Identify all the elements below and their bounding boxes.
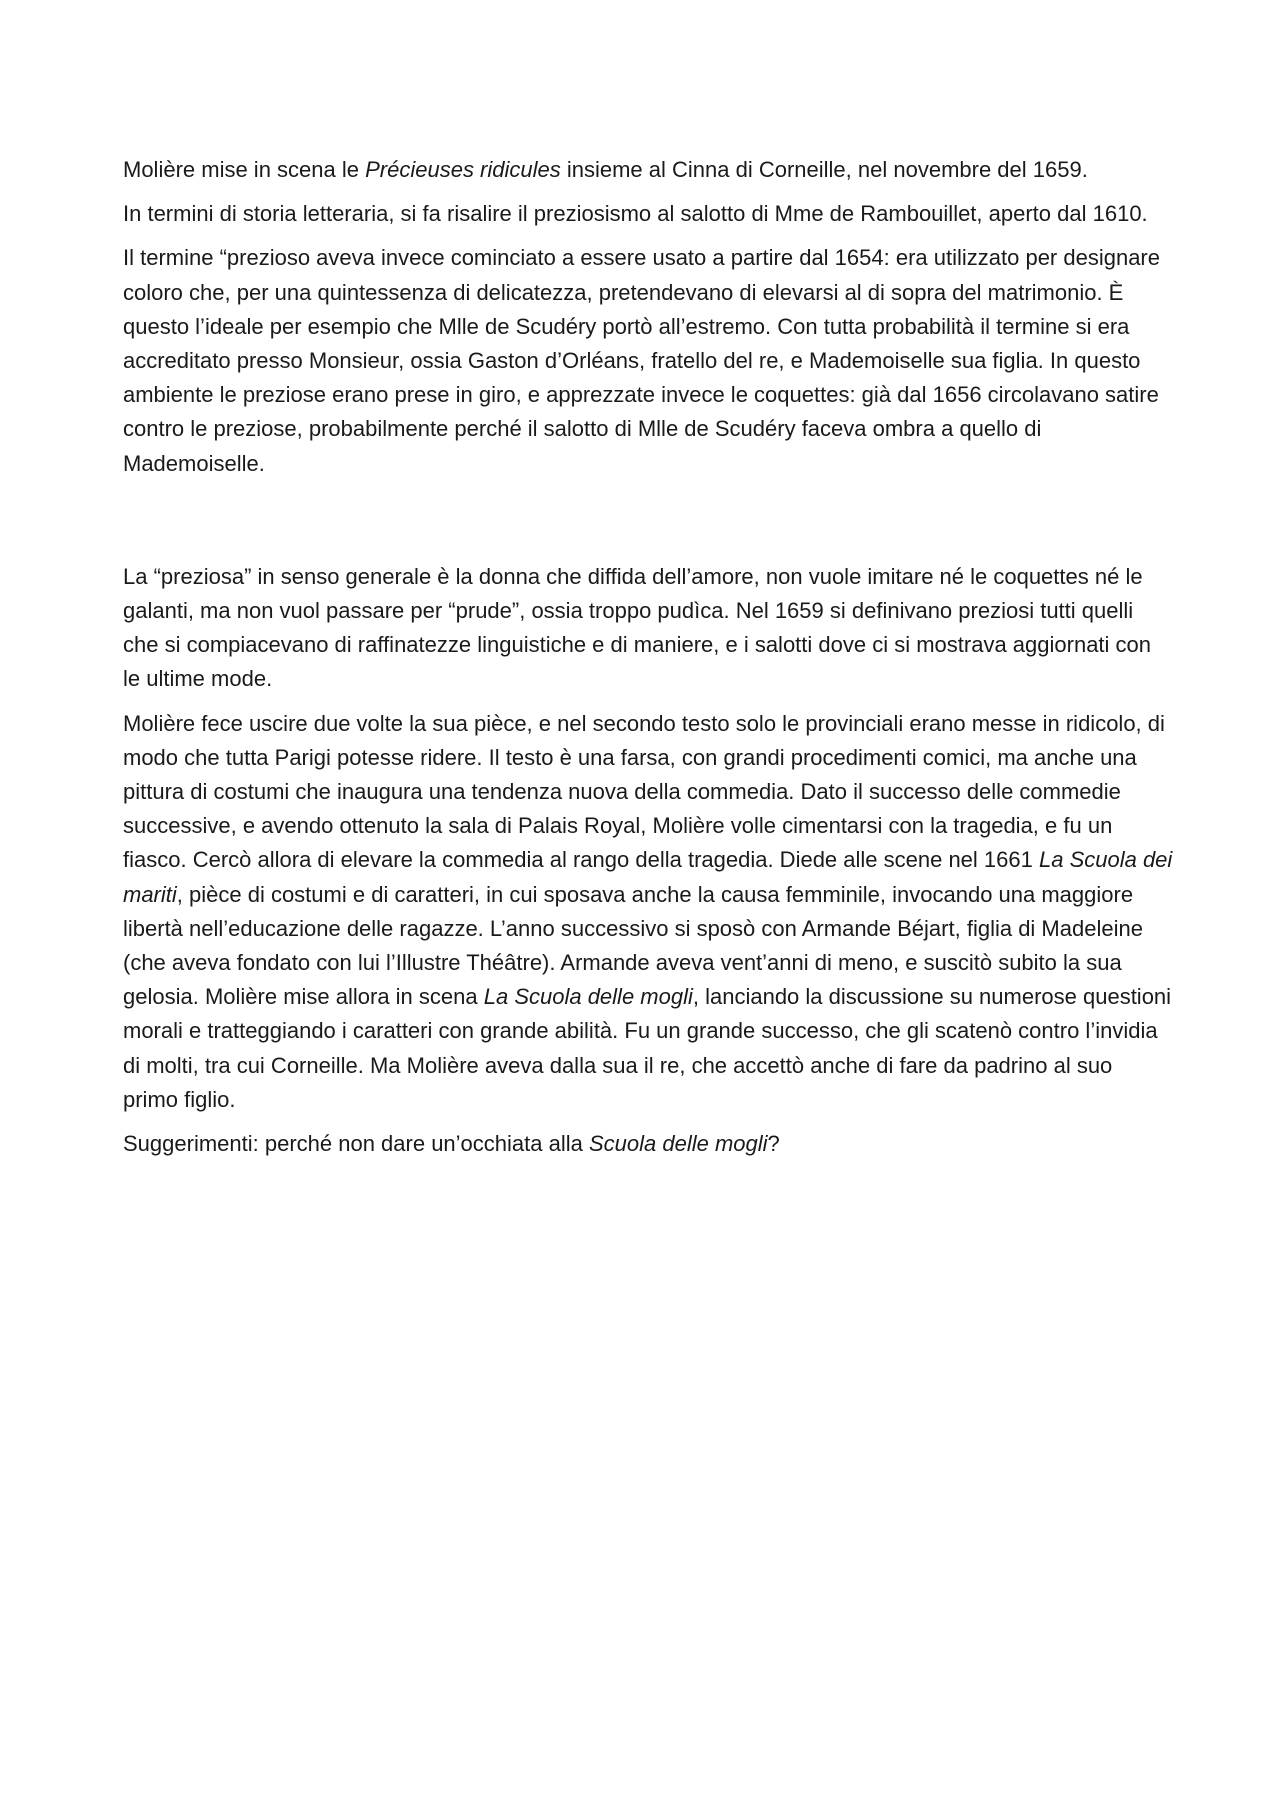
paragraph-1: Molière mise in scena le Précieuses ridicules insieme al Cinna di Corneille, nel novembre del 1659. bbox=[123, 157, 1088, 182]
italic-title: Scuola delle mogli bbox=[588, 1131, 768, 1157]
italic-title: La Scuola delle mogli bbox=[483, 984, 693, 1010]
document-body bbox=[123, 153, 1173, 1171]
paragraph-4: La “preziosa” in senso generale è la donna che diffida dell’amore, non vuole imitare né le coquettes né le galanti, ma non vuol passare per “prude”, ossia troppo pudìca. Nel 1659 si definivano preziosi tutti quelli che si compiacevano di raffinatezze linguistiche e di maniere, e i salotti dove ci si mostrava aggiornati con le ultime mode. bbox=[123, 563, 1152, 692]
italic-title: La Scuola dei mariti bbox=[123, 847, 1173, 907]
paragraph-2: In termini di storia letteraria, si fa risalire il preziosismo al salotto di Mme de Rambouillet, aperto dal 1610. bbox=[123, 201, 1148, 227]
italic-title: Précieuses ridicules bbox=[365, 157, 561, 182]
paragraph-6: Suggerimenti: perché non dare un’occhiata alla Scuola delle mogli? bbox=[123, 1131, 780, 1157]
paragraph-3: Il termine “prezioso aveva invece cominciato a essere usato a partire dal 1654: era utilizzato per designare coloro che, per una quintessenza di delicatezza, pretendevano di elevarsi al di sopra del matrimonio. È questo l’ideale per esempio che Mlle de Scudéry portò all’estremo. Con tutta probabilità il termine si era accreditato presso Monsieur, ossia Gaston d’Orléans, fratello del re, e Mademoiselle sua figlia. In questo ambiente le preziose erano prese in giro, e apprezzate invece le coquettes: già dal 1656 circolavano satire contro le preziose, probabilmente perché il salotto di Mlle de Scudéry faceva ombra a quello di Mademoiselle. bbox=[123, 245, 1160, 476]
paragraph-5: Molière fece uscire due volte la sua pièce, e nel secondo testo solo le provinciali erano messe in ridicolo, di modo che tutta Parigi potesse ridere. Il testo è una farsa, con grandi procedimenti comici, ma anche una pittura di costumi che inaugura una tendenza nuova della commedia. Dato il successo delle commedie successive, e avendo ottenuto la sala di Palais Royal, Molière volle cimentarsi con la tragedia, e fu un fiasco. Cercò allora di elevare la commedia al rango della tragedia. Diede alle scene nel 1661 La Scuola dei mariti, pièce di costumi e di caratteri, in cui sposava anche la causa femminile, invocando una maggiore libertà nell’educazione delle ragazze. L’anno successivo si sposò con Armande Béjart, figlia di Madeleine (che aveva fondato con lui l’Illustre Théâtre). Armande aveva vent’anni di meno, e suscitò subito la sua gelosia. Molière mise allora in scena La Scuola delle mogli, lanciando la discussione su numerose questioni morali e tratteggiando i caratteri con grande abilità. Fu un grande successo, che gli scatenò contro l’invidia di molti, tra cui Corneille. Ma Molière aveva dalla sua il re, che accettò anche di fare da padrino al suo primo figlio. bbox=[123, 710, 1173, 1112]
